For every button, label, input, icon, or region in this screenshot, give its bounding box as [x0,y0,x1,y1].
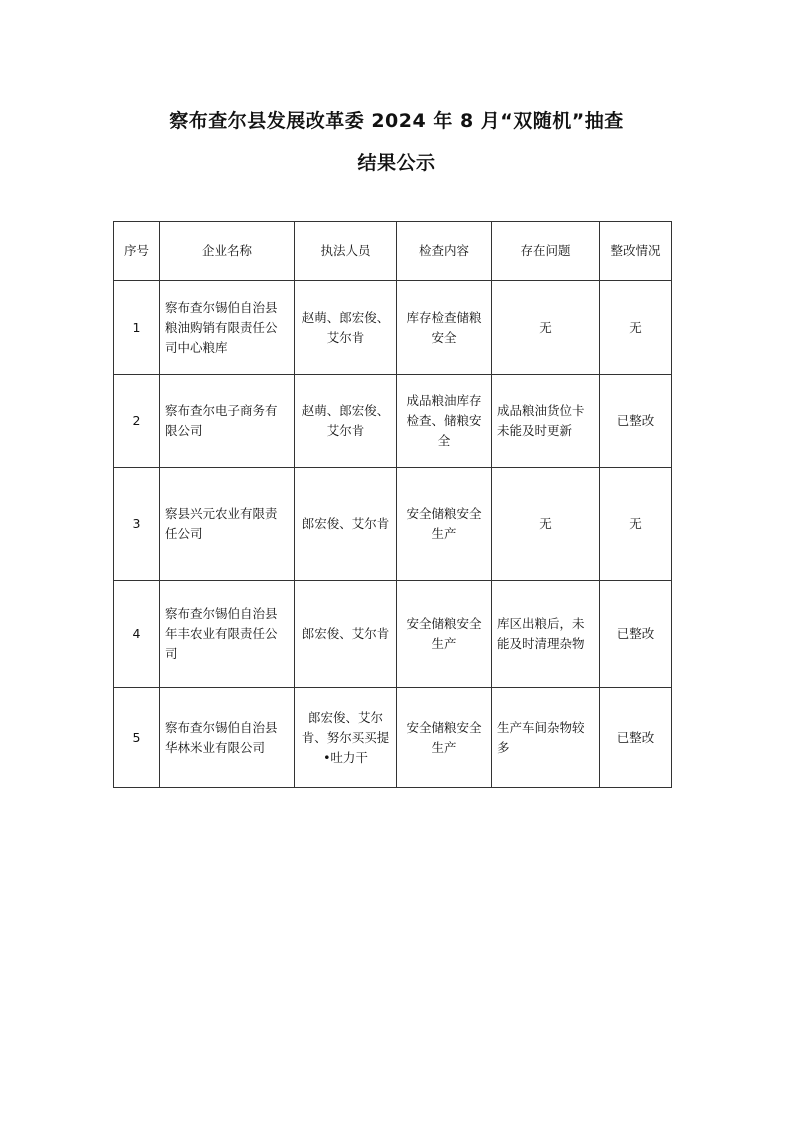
cell-company: 察布查尔锡伯自治县年丰农业有限责任公司 [160,581,295,688]
cell-issue: 库区出粮后，未能及时清理杂物 [492,581,600,688]
cell-status: 已整改 [600,581,672,688]
cell-company: 察布查尔锡伯自治县粮油购销有限责任公司中心粮库 [160,281,295,375]
cell-content: 安全储粮安全生产 [397,581,492,688]
cell-content: 成品粮油库存检查、储粮安全 [397,375,492,468]
table-row [114,281,672,375]
cell-no: 1 [114,281,160,375]
header-status: 整改情况 [600,222,672,281]
header-officers: 执法人员 [295,222,397,281]
cell-content: 安全储粮安全生产 [397,688,492,788]
inspection-results-table [113,221,672,788]
cell-officers: 赵萌、郎宏俊、艾尔肯 [295,281,397,375]
header-content: 检查内容 [397,222,492,281]
cell-issue: 生产车间杂物较多 [492,688,600,788]
cell-status: 已整改 [600,375,672,468]
cell-no: 4 [114,581,160,688]
table-row [114,468,672,581]
cell-officers: 郎宏俊、艾尔肯 [295,468,397,581]
table-row [114,375,672,468]
table-row [114,581,672,688]
cell-officers: 郎宏俊、艾尔肯 [295,581,397,688]
cell-no: 5 [114,688,160,788]
cell-content: 库存检查储粮安全 [397,281,492,375]
header-issue: 存在问题 [492,222,600,281]
table-header-row [114,222,672,281]
cell-officers: 赵萌、郎宏俊、艾尔肯 [295,375,397,468]
cell-issue: 无 [492,468,600,581]
cell-officers: 郎宏俊、艾尔肯、努尔买买提•吐力干 [295,688,397,788]
cell-company: 察布查尔锡伯自治县华林米业有限公司 [160,688,295,788]
cell-status: 无 [600,468,672,581]
cell-status: 无 [600,281,672,375]
cell-company: 察布查尔电子商务有限公司 [160,375,295,468]
table-row [114,688,672,788]
header-company: 企业名称 [160,222,295,281]
cell-company: 察县兴元农业有限责任公司 [160,468,295,581]
document-subtitle: 结果公示 [357,152,436,174]
cell-content: 安全储粮安全生产 [397,468,492,581]
cell-issue: 无 [492,281,600,375]
document-title: 察布查尔县发展改革委 2024 年 8 月“双随机”抽查 [169,110,624,132]
cell-no: 2 [114,375,160,468]
cell-issue: 成品粮油货位卡未能及时更新 [492,375,600,468]
cell-no: 3 [114,468,160,581]
cell-status: 已整改 [600,688,672,788]
header-no: 序号 [114,222,160,281]
